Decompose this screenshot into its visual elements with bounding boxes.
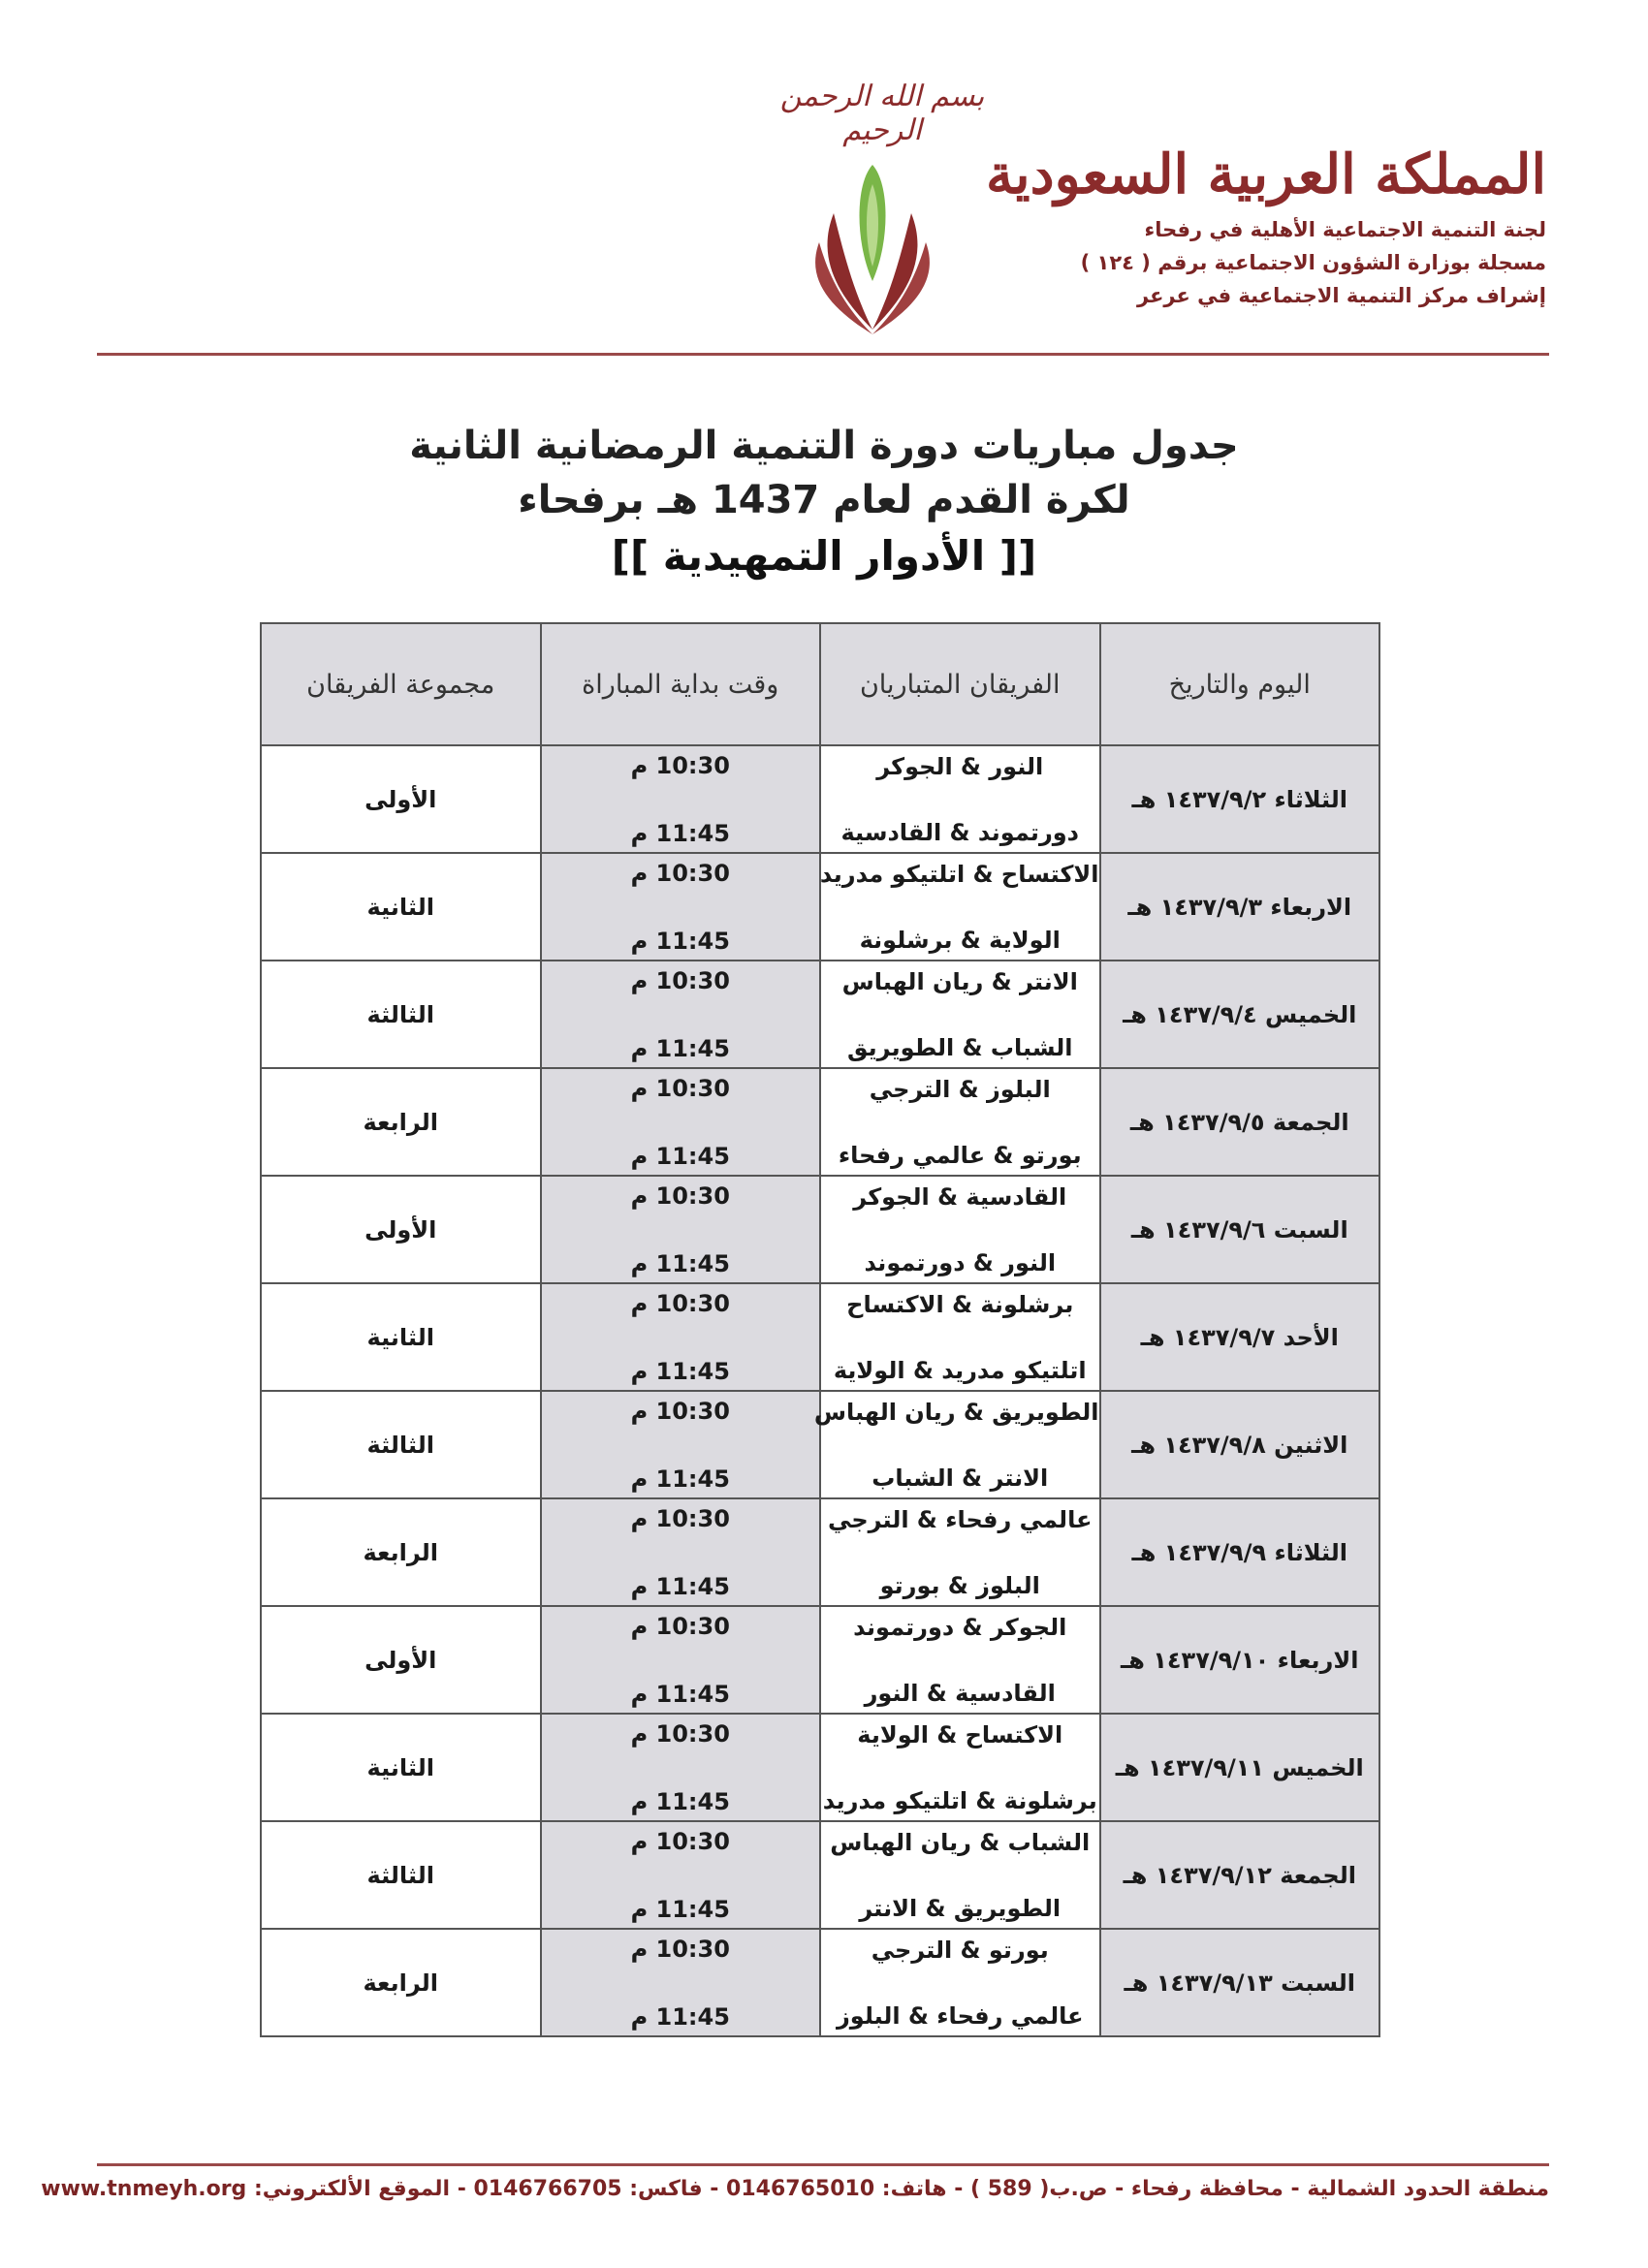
time-2: 11:45 م — [630, 1572, 730, 1600]
teams-cell — [820, 1929, 1100, 2036]
time-2: 11:45 م — [630, 1680, 730, 1708]
time-2: 11:45 م — [630, 1249, 730, 1277]
kingdom-name: المملكة العربية السعودية — [986, 142, 1546, 206]
group-cell: الأولى — [261, 745, 541, 853]
time-1: 10:30 م — [630, 1074, 730, 1102]
match-2: الانتر & الشباب — [872, 1464, 1049, 1492]
date-cell: الثلاثاء ١٤٣٧/٩/٢ هـ — [1100, 745, 1380, 853]
match-2: دورتموند & القادسية — [840, 818, 1079, 846]
match-1: عالمي رفحاء & الترجي — [828, 1505, 1093, 1533]
date-cell: السبت ١٤٣٧/٩/٦ هـ — [1100, 1176, 1380, 1283]
time-2: 11:45 م — [630, 819, 730, 847]
time-1: 10:30 م — [630, 1612, 730, 1640]
group-cell: الأولى — [261, 1606, 541, 1714]
footer-divider — [97, 2163, 1549, 2166]
time-cell — [541, 1821, 821, 1929]
table-row — [261, 745, 1379, 853]
match-1: الاكتساح & اتلتيكو مدريد — [819, 860, 1099, 888]
match-2: اتلتيكو مدريد & الولاية — [833, 1356, 1087, 1384]
match-2: الشباب & الطويريق — [847, 1033, 1073, 1061]
date-cell: الخميس ١٤٣٧/٩/٤ هـ — [1100, 961, 1380, 1068]
match-2: البلوز & بورتو — [879, 1571, 1040, 1599]
time-1: 10:30 م — [630, 1827, 730, 1855]
header-group: مجموعة الفريقان — [261, 623, 541, 745]
time-1: 10:30 م — [630, 1504, 730, 1532]
header-teams: الفريقان المتباريان — [820, 623, 1100, 745]
date-cell: الجمعة ١٤٣٧/٩/١٢ هـ — [1100, 1821, 1380, 1929]
table-row — [261, 1068, 1379, 1176]
time-1: 10:30 م — [630, 859, 730, 887]
date-cell: الثلاثاء ١٤٣٧/٩/٩ هـ — [1100, 1498, 1380, 1606]
match-1: البلوز & الترجي — [869, 1075, 1051, 1103]
teams-cell — [820, 1714, 1100, 1821]
table-header-row — [261, 623, 1379, 745]
table-row — [261, 1176, 1379, 1283]
time-2: 11:45 م — [630, 1357, 730, 1385]
time-cell — [541, 1929, 821, 2036]
header-date: اليوم والتاريخ — [1100, 623, 1380, 745]
table-row — [261, 1498, 1379, 1606]
match-2: عالمي رفحاء & البلوز — [836, 2001, 1084, 2030]
org-line: مسجلة بوزارة الشؤون الاجتماعية برقم ( ١٢٤ ) — [1080, 251, 1546, 274]
emblem-logo — [795, 145, 950, 339]
teams-cell — [820, 745, 1100, 853]
teams-cell — [820, 853, 1100, 961]
header-divider — [97, 353, 1549, 356]
time-1: 10:30 م — [630, 1935, 730, 1963]
time-cell — [541, 1283, 821, 1391]
time-2: 11:45 م — [630, 1142, 730, 1170]
date-cell: الأحد ١٤٣٧/٩/٧ هـ — [1100, 1283, 1380, 1391]
time-1: 10:30 م — [630, 966, 730, 994]
table-row — [261, 1821, 1379, 1929]
time-cell — [541, 745, 821, 853]
group-cell: الرابعة — [261, 1498, 541, 1606]
teams-cell — [820, 1606, 1100, 1714]
group-cell: الرابعة — [261, 1068, 541, 1176]
table-row — [261, 1283, 1379, 1391]
group-cell: الثالثة — [261, 1821, 541, 1929]
title-line-3: [[ الأدوار التمهيدية ]] — [611, 532, 1037, 580]
time-cell — [541, 853, 821, 961]
time-cell — [541, 1498, 821, 1606]
time-1: 10:30 م — [630, 1181, 730, 1210]
group-cell: الثانية — [261, 1283, 541, 1391]
org-line: لجنة التنمية الاجتماعية الأهلية في رفحاء — [1144, 218, 1546, 241]
bismillah: بسم الله الرحمن الرحيم — [779, 79, 985, 147]
match-1: الطويريق & ريان الهباس — [813, 1398, 1099, 1426]
date-cell: الاثنين ١٤٣٧/٩/٨ هـ — [1100, 1391, 1380, 1498]
match-1: الجوكر & دورتموند — [853, 1613, 1067, 1641]
time-cell — [541, 1176, 821, 1283]
time-cell — [541, 1391, 821, 1498]
match-1: الشباب & ريان الهباس — [830, 1828, 1091, 1856]
match-1: الاكتساح & الولاية — [857, 1720, 1063, 1748]
teams-cell — [813, 1391, 1100, 1498]
date-cell: السبت ١٤٣٧/٩/١٣ هـ — [1100, 1929, 1380, 2036]
table-row — [261, 853, 1379, 961]
teams-cell — [820, 961, 1100, 1068]
match-2: القادسية & النور — [864, 1679, 1056, 1707]
title-line-1: جدول مباريات دورة التنمية الرمضانية الثانية — [409, 424, 1239, 468]
organization-block — [986, 136, 1546, 312]
time-cell — [541, 1068, 821, 1176]
match-2: النور & دورتموند — [864, 1248, 1057, 1276]
match-1: بورتو & الترجي — [871, 1936, 1049, 1964]
match-2: الطويريق & الانتر — [859, 1894, 1062, 1922]
time-2: 11:45 م — [630, 927, 730, 955]
match-1: النور & الجوكر — [876, 752, 1044, 780]
time-1: 10:30 م — [630, 1719, 730, 1748]
time-cell — [541, 1714, 821, 1821]
time-1: 10:30 م — [630, 1289, 730, 1317]
match-2: برشلونة & اتلتيكو مدريد — [822, 1786, 1097, 1814]
teams-cell — [820, 1498, 1100, 1606]
teams-cell — [820, 1176, 1100, 1283]
match-1: القادسية & الجوكر — [853, 1182, 1067, 1211]
time-1: 10:30 م — [630, 751, 730, 779]
time-2: 11:45 م — [630, 1034, 730, 1062]
time-2: 11:45 م — [630, 1787, 730, 1815]
org-line: إشراف مركز التنمية الاجتماعية في عرعر — [1137, 284, 1546, 307]
time-2: 11:45 م — [630, 1895, 730, 1923]
table-row — [261, 1929, 1379, 2036]
group-cell: الثانية — [261, 1714, 541, 1821]
match-2: بورتو & عالمي رفحاء — [838, 1141, 1082, 1169]
title-block — [242, 419, 1406, 585]
match-1: الانتر & ريان الهباس — [841, 967, 1078, 995]
group-cell: الثالثة — [261, 961, 541, 1068]
teams-cell — [820, 1821, 1100, 1929]
title-line-2: لكرة القدم لعام 1437 هـ برفحاء — [518, 478, 1130, 522]
date-cell: الخميس ١٤٣٧/٩/١١ هـ — [1100, 1714, 1380, 1821]
table-row — [261, 1606, 1379, 1714]
teams-cell — [820, 1283, 1100, 1391]
time-1: 10:30 م — [630, 1397, 730, 1425]
time-cell — [541, 961, 821, 1068]
date-cell: الجمعة ١٤٣٧/٩/٥ هـ — [1100, 1068, 1380, 1176]
match-2: الولاية & برشلونة — [859, 926, 1061, 954]
match-1: برشلونة & الاكتساح — [846, 1290, 1074, 1318]
teams-cell — [820, 1068, 1100, 1176]
group-cell: الرابعة — [261, 1929, 541, 2036]
table-row — [261, 1391, 1379, 1498]
time-2: 11:45 م — [630, 2002, 730, 2031]
time-cell — [541, 1606, 821, 1714]
match-schedule-table — [260, 622, 1380, 2037]
group-cell: الثالثة — [261, 1391, 541, 1498]
footer-contact: منطقة الحدود الشمالية - محافظة رفحاء - ص.ب( 589 ) - هاتف: 0146765010 - فاكس: 0146766705 - الموقع الألكتروني: www.tnmeyh.org — [41, 2177, 1549, 2201]
table-row — [261, 1714, 1379, 1821]
group-cell: الأولى — [261, 1176, 541, 1283]
date-cell: الاربعاء ١٤٣٧/٩/٣ هـ — [1100, 853, 1380, 961]
time-2: 11:45 م — [630, 1465, 730, 1493]
group-cell: الثانية — [261, 853, 541, 961]
date-cell: الاربعاء ١٤٣٧/٩/١٠ هـ — [1100, 1606, 1380, 1714]
header-time: وقت بداية المباراة — [541, 623, 821, 745]
table-row — [261, 961, 1379, 1068]
